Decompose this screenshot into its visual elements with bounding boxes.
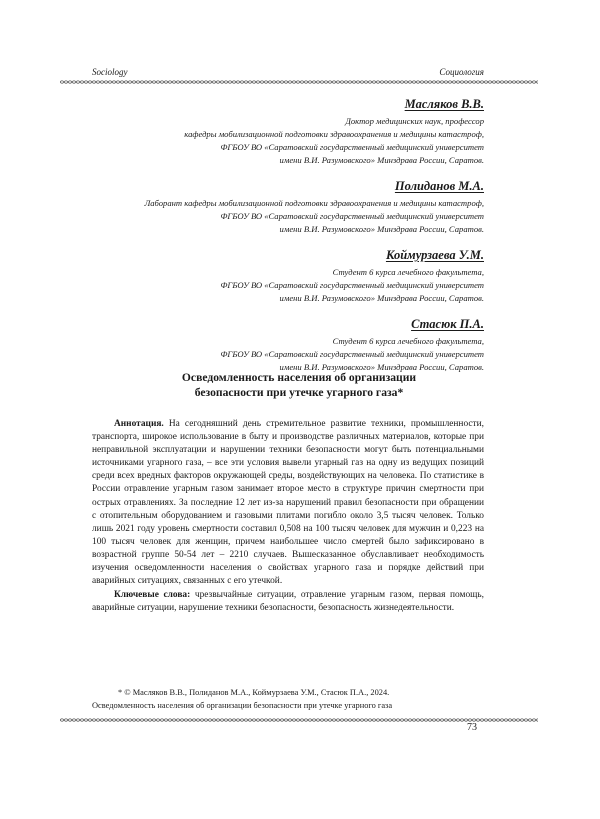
running-header	[92, 67, 484, 77]
affiliation-line: Студент 6 курса лечебного факультета,	[100, 335, 484, 348]
author-entry	[100, 178, 484, 236]
keywords-label: Ключевые слова:	[114, 590, 190, 600]
abstract-text: На сегодняшний день стремительное развитие техники, промышленности, транспорта, широкое использование в быту и производстве различных материалов, которые при неправильной эксплуатации и нарушении техники безопасности могут быть потенциальными источниками угарного газа, – все эти условия вывели угарный газ на одну из ведущих позиций среди всех вредных факторов окружающей среды, воздействующих на человека. По статистике в России отравление угарным газом занимает второе место в структуре причин смертности при острых отравлениях. За последние 12 лет из-за нарушений правил безопасности при обращении с отопительным оборудованием и газовыми плитами погибло около 3,5 тысяч человек. Только лишь 2021 году уровень смертности составил 0,508 на 100 тысяч человек для мужчин и 0,223 на 100 тысяч человек для женщин, причем наибольшее число смертей было зафиксировано в возрастной группе 50-54 лет – 2210 случаев. Вышесказанное обуславливает необходимость изучения осведомленности населения о свойствах угарного газа и порядке действий при аварийных ситуациях, связанных с его утечкой.	[92, 419, 484, 586]
journal-page	[0, 0, 600, 819]
author-affiliation	[100, 115, 484, 167]
abstract-label: Аннотация.	[114, 419, 164, 429]
affiliation-line: Лаборант кафедры мобилизационной подготовки здравоохранения и медицины катастроф,	[100, 197, 484, 210]
affiliation-line: Студент 6 курса лечебного факультета,	[100, 266, 484, 279]
footnote	[92, 686, 484, 712]
abstract-section	[92, 418, 484, 615]
author-entry	[100, 96, 484, 167]
title-line: безопасности при утечке угарного газа*	[112, 385, 486, 400]
copyright-line: * © Масляков В.В., Полиданов М.А., Коймурзаева У.М., Стасюк П.А., 2024.	[92, 686, 484, 699]
header-right: Социология	[439, 67, 484, 77]
affiliation-line: имени В.И. Разумовского» Минздрава России, Саратов.	[100, 154, 484, 167]
title-line: Осведомленность населения об организации	[112, 370, 486, 385]
affiliation-line: ФГБОУ ВО «Саратовский государственный медицинский университет	[100, 348, 484, 361]
affiliation-line: имени В.И. Разумовского» Минздрава России, Саратов.	[100, 361, 484, 374]
affiliation-line: Доктор медицинских наук, профессор	[100, 115, 484, 128]
author-name: Коймурзаева У.М.	[100, 247, 484, 263]
affiliation-line: кафедры мобилизационной подготовки здравоохранения и медицины катастроф,	[100, 128, 484, 141]
authors-block	[100, 96, 484, 385]
affiliation-line: имени В.И. Разумовского» Минздрава России, Саратов.	[100, 292, 484, 305]
keywords-paragraph	[92, 589, 484, 615]
affiliation-line: ФГБОУ ВО «Саратовский государственный медицинский университет	[100, 210, 484, 223]
author-affiliation	[100, 266, 484, 305]
author-entry	[100, 247, 484, 305]
affiliation-line: ФГБОУ ВО «Саратовский государственный медицинский университет	[100, 141, 484, 154]
author-name: Стасюк П.А.	[100, 316, 484, 332]
abstract-paragraph	[92, 418, 484, 588]
wavy-divider-top	[60, 79, 538, 85]
page-number: 73	[467, 722, 477, 733]
footnote-title-line: Осведомленность населения об организации безопасности при утечке угарного газа	[92, 699, 484, 712]
keywords-text: чрезвычайные ситуации, отравление угарным газом, первая помощь, аварийные ситуации, нарушение техники безопасности, безопасность жизнедеятельности.	[92, 590, 484, 613]
header-divider	[60, 79, 538, 85]
author-entry	[100, 316, 484, 374]
author-affiliation	[100, 335, 484, 374]
wave-stroke	[60, 82, 538, 83]
author-name: Полиданов М.А.	[100, 178, 484, 194]
article-title	[112, 370, 486, 400]
author-name: Масляков В.В.	[100, 96, 484, 112]
affiliation-line: ФГБОУ ВО «Саратовский государственный медицинский университет	[100, 279, 484, 292]
author-affiliation	[100, 197, 484, 236]
header-left: Sociology	[92, 67, 128, 77]
affiliation-line: имени В.И. Разумовского» Минздрава России, Саратов.	[100, 223, 484, 236]
